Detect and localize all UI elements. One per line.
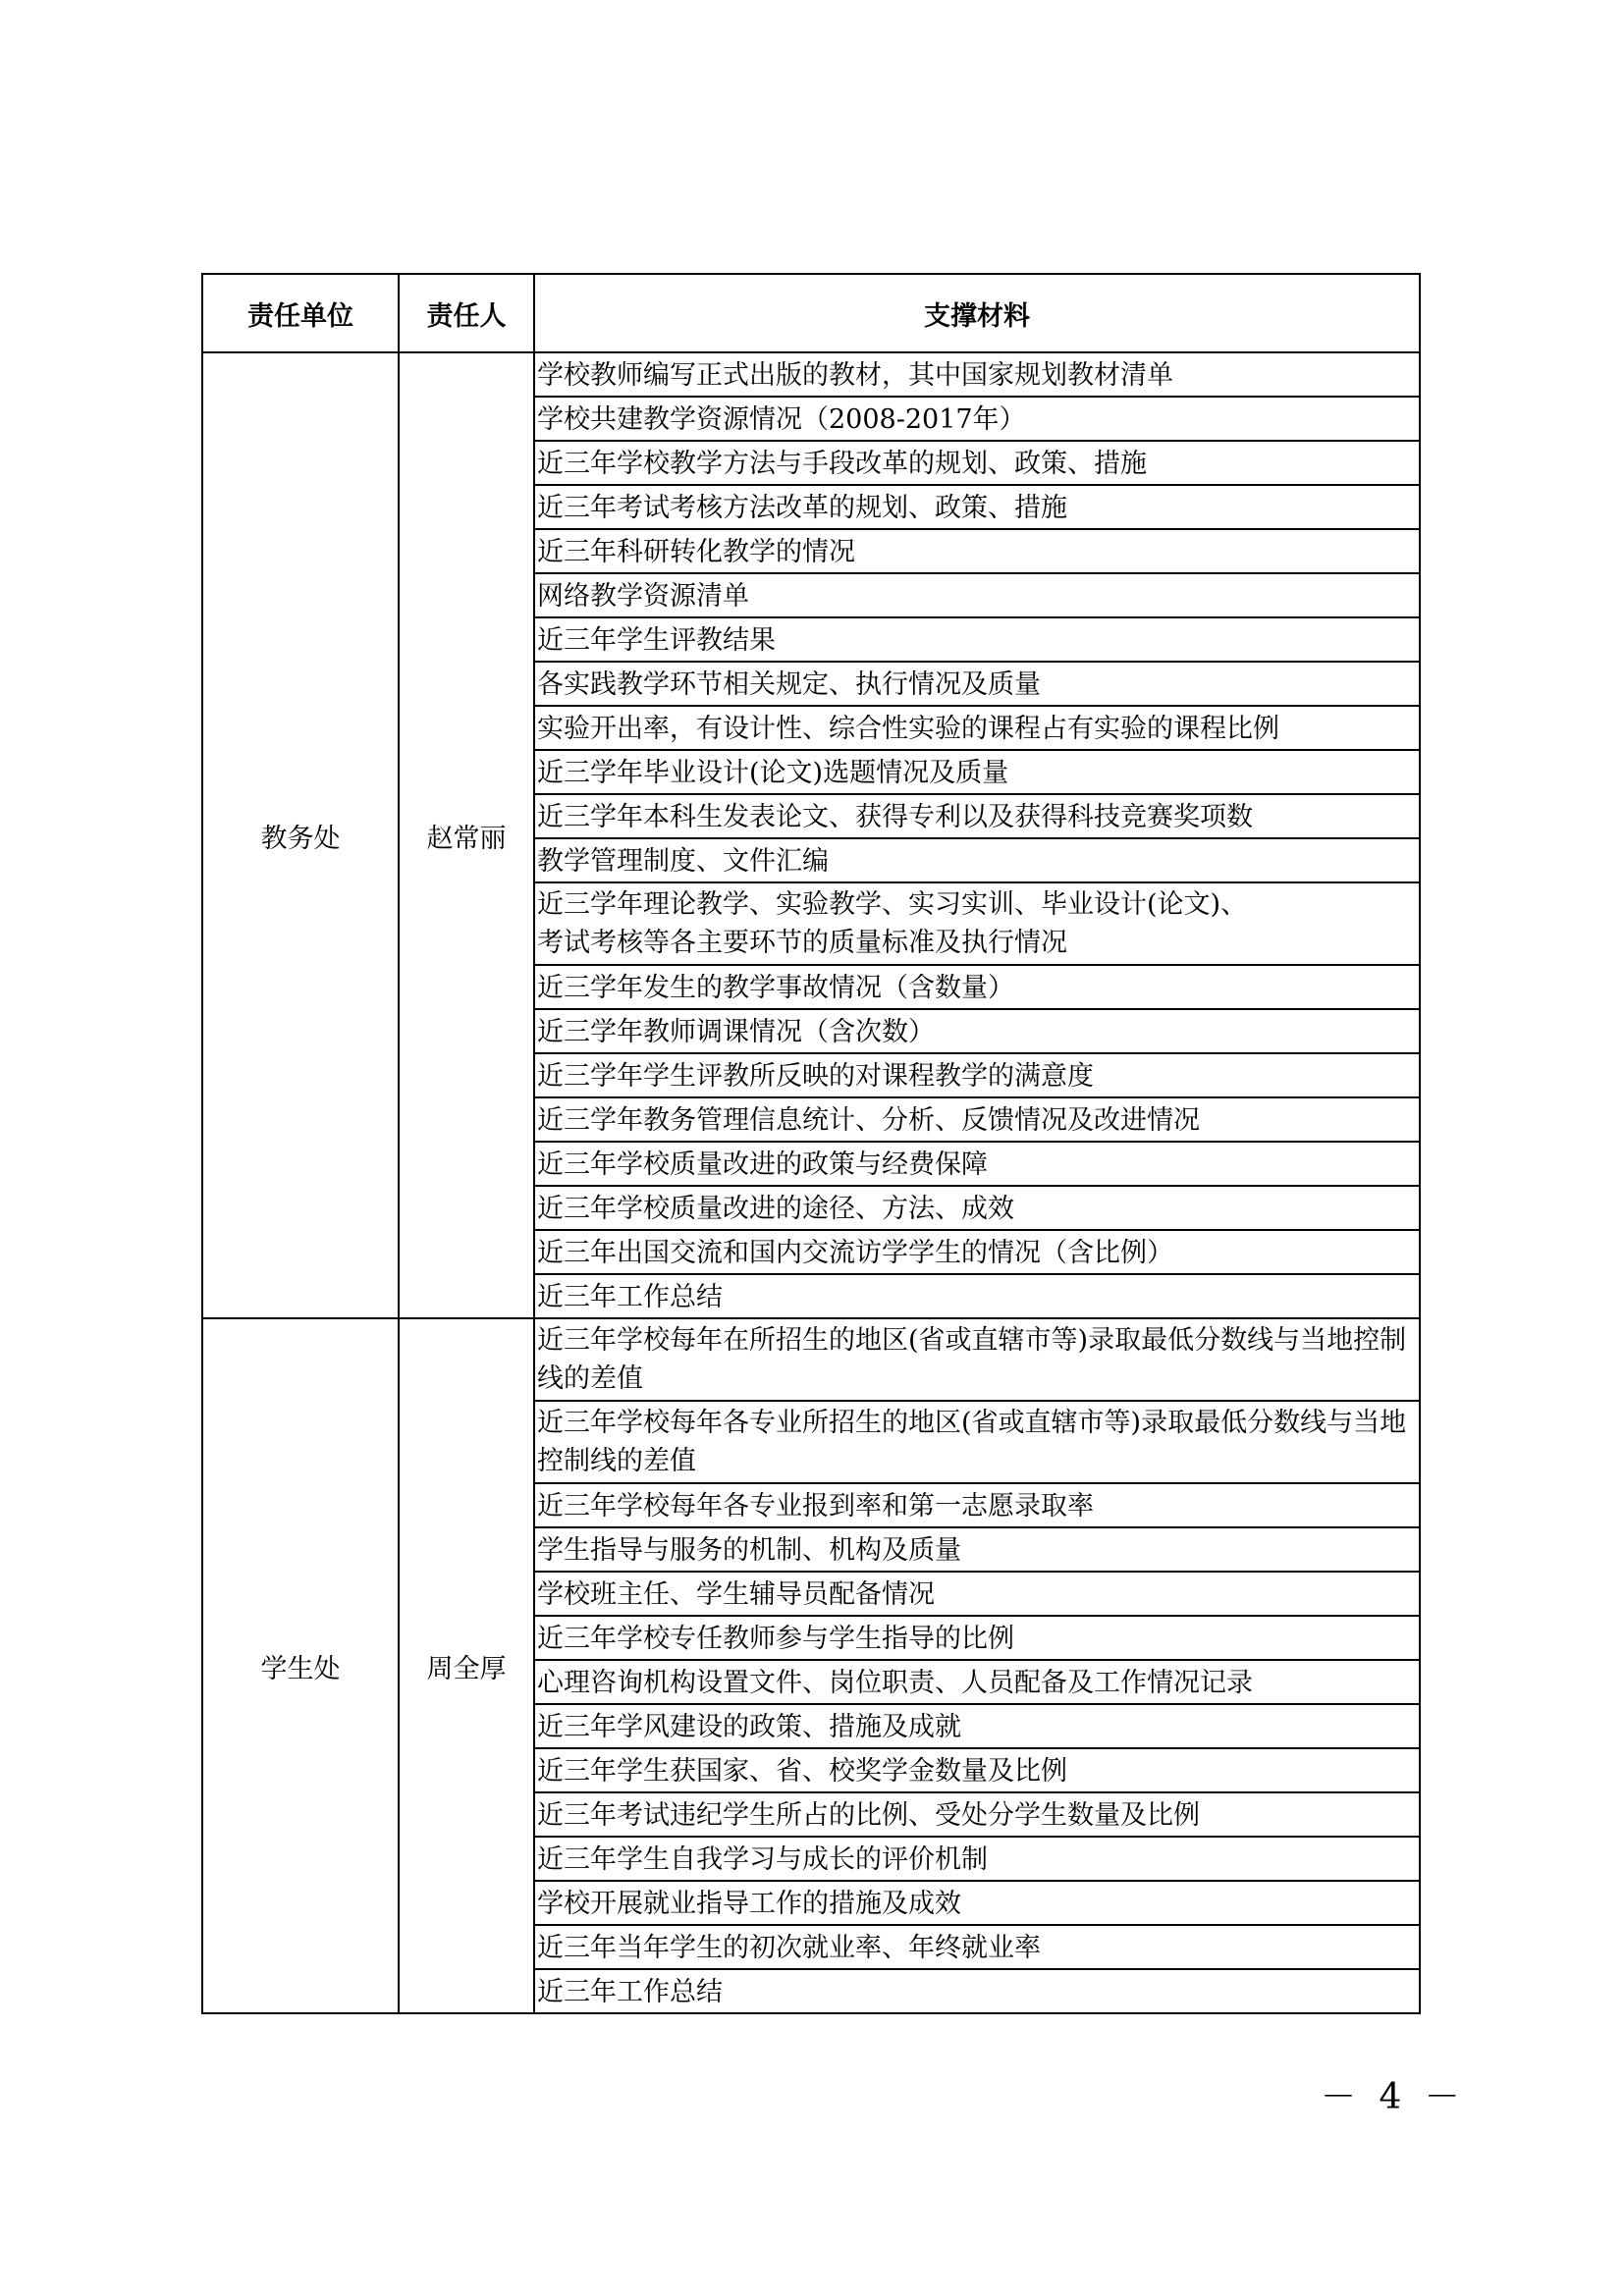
table-row (202, 352, 1420, 397)
material-cell: 近三年出国交流和国内交流访学学生的情况（含比例） (534, 1230, 1420, 1274)
material-cell: 学校开展就业指导工作的措施及成效 (534, 1881, 1420, 1925)
header-person: 责任人 (399, 274, 534, 352)
header-materials: 支撑材料 (534, 274, 1420, 352)
material-cell: 近三年学校每年各专业报到率和第一志愿录取率 (534, 1483, 1420, 1527)
material-cell: 学校班主任、学生辅导员配备情况 (534, 1572, 1420, 1616)
material-cell: 近三年学风建设的政策、措施及成就 (534, 1704, 1420, 1748)
material-cell: 学校共建教学资源情况（2008-2017年） (534, 397, 1420, 441)
page-number: － 4 － (1321, 2077, 1466, 2117)
material-cell: 近三年考试考核方法改革的规划、政策、措施 (534, 485, 1420, 529)
material-cell: 近三年学生获国家、省、校奖学金数量及比例 (534, 1748, 1420, 1792)
material-cell: 心理咨询机构设置文件、岗位职责、人员配备及工作情况记录 (534, 1660, 1420, 1704)
table-header-row (202, 274, 1420, 352)
material-cell: 近三年学校每年在所招生的地区(省或直辖市等)录取最低分数线与当地控制线的差值 (534, 1318, 1420, 1401)
material-cell: 近三年学校每年各专业所招生的地区(省或直辖市等)录取最低分数线与当地控制线的差值 (534, 1401, 1420, 1483)
material-cell: 近三年工作总结 (534, 1274, 1420, 1318)
material-cell: 各实践教学环节相关规定、执行情况及质量 (534, 662, 1420, 706)
material-cell: 近三学年教师调课情况（含次数） (534, 1009, 1420, 1053)
material-cell: 近三学年理论教学、实验教学、实习实训、毕业设计(论文)、 考试考核等各主要环节的质量标准及执行情况 (534, 882, 1420, 965)
material-cell: 近三年学生自我学习与成长的评价机制 (534, 1837, 1420, 1881)
table-row (202, 1318, 1420, 1401)
table-body (202, 352, 1420, 2013)
material-cell: 近三年考试违纪学生所占的比例、受处分学生数量及比例 (534, 1792, 1420, 1837)
person-cell: 周全厚 (399, 1318, 534, 2013)
material-cell: 近三年当年学生的初次就业率、年终就业率 (534, 1925, 1420, 1969)
header-unit: 责任单位 (202, 274, 399, 352)
material-cell: 近三年学校专任教师参与学生指导的比例 (534, 1616, 1420, 1660)
material-cell: 教学管理制度、文件汇编 (534, 838, 1420, 882)
responsibility-table (201, 273, 1421, 2014)
material-cell: 实验开出率，有设计性、综合性实验的课程占有实验的课程比例 (534, 706, 1420, 750)
person-cell: 赵常丽 (399, 352, 534, 1318)
material-cell: 近三学年发生的教学事故情况（含数量） (534, 965, 1420, 1009)
unit-cell: 教务处 (202, 352, 399, 1318)
material-cell: 近三年学校质量改进的政策与经费保障 (534, 1142, 1420, 1186)
material-cell: 近三学年学生评教所反映的对课程教学的满意度 (534, 1053, 1420, 1097)
material-cell: 近三年科研转化教学的情况 (534, 529, 1420, 573)
material-cell: 近三学年毕业设计(论文)选题情况及质量 (534, 750, 1420, 794)
unit-cell: 学生处 (202, 1318, 399, 2013)
material-cell: 网络教学资源清单 (534, 573, 1420, 617)
material-cell: 近三年学校教学方法与手段改革的规划、政策、措施 (534, 441, 1420, 485)
material-cell: 近三年工作总结 (534, 1969, 1420, 2013)
material-cell: 学校教师编写正式出版的教材，其中国家规划教材清单 (534, 352, 1420, 397)
material-cell: 近三年学生评教结果 (534, 617, 1420, 662)
material-cell: 近三学年本科生发表论文、获得专利以及获得科技竞赛奖项数 (534, 794, 1420, 838)
material-cell: 近三年学校质量改进的途径、方法、成效 (534, 1186, 1420, 1230)
material-cell: 近三学年教务管理信息统计、分析、反馈情况及改进情况 (534, 1097, 1420, 1142)
material-cell: 学生指导与服务的机制、机构及质量 (534, 1527, 1420, 1572)
